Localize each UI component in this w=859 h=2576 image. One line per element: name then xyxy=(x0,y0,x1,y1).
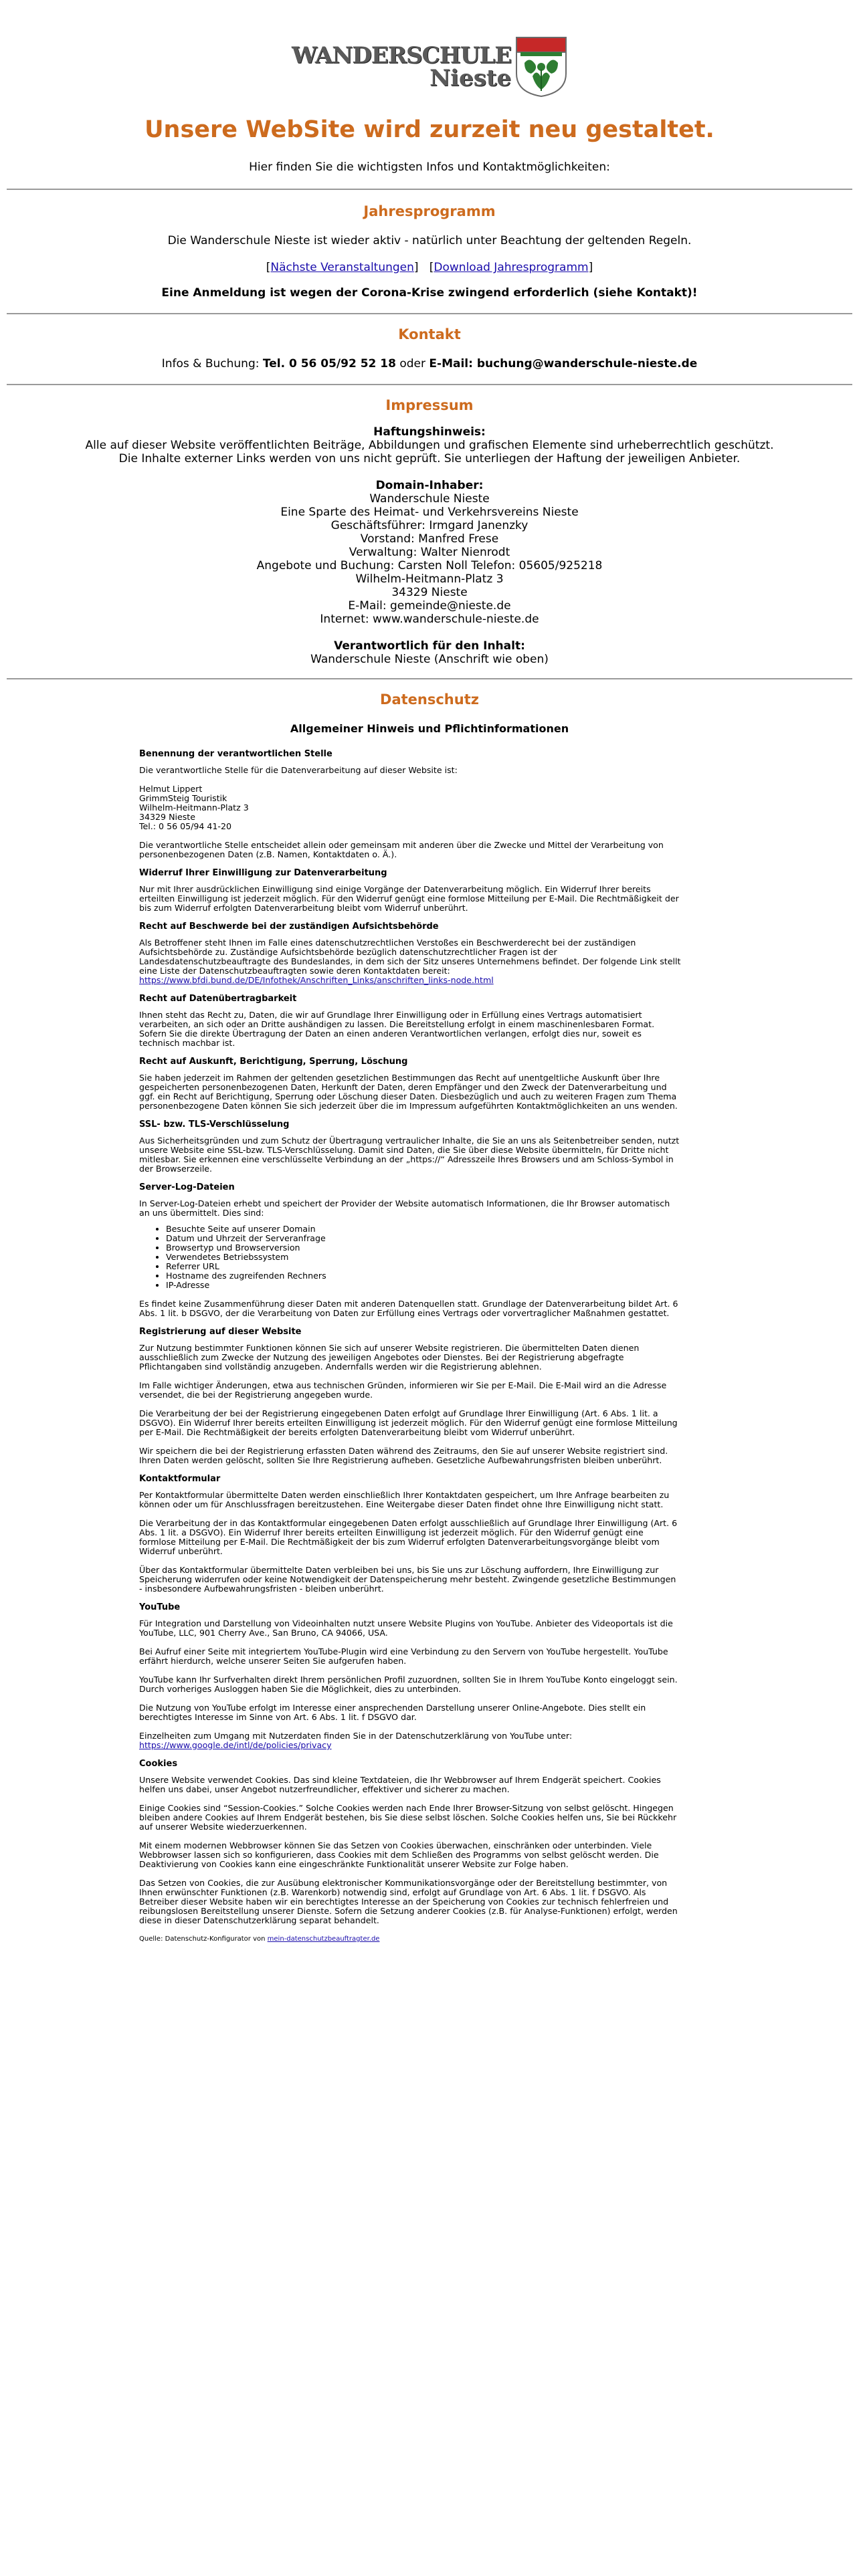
paragraph: Per Kontaktformular übermittelte Daten werden einschließlich Ihrer Kontaktdaten gespeichert, um Ihre Anfrage bearbeiten zu können oder um für Anschlussfragen bereitzustehen. Eine Weitergabe dieser Daten findet ohne Ihre Einwilligung nicht statt. xyxy=(139,1490,670,1509)
heading-beschwerde: Recht auf Beschwerde bei der zuständigen Aufsichtsbehörde xyxy=(139,922,439,932)
list-item: • Datum und Uhrzeit der Serveranfrage xyxy=(166,1234,681,1243)
link-youtube-privacy[interactable]: https://www.google.de/intl/de/policies/privacy xyxy=(139,1740,332,1750)
section-title-jahresprogramm: Jahresprogramm xyxy=(363,203,496,219)
divider xyxy=(7,313,852,314)
paragraph: Aus Sicherheitsgründen und zum Schutz der Übertragung vertraulicher Inhalte, die Sie an uns als Seitenbetreiber senden, nutzt unsere Website eine SSL-bzw. TLS-Verschlüsselung. Damit sind Daten, die Sie über diese Website übermitteln, für Dritte nicht mitlesbar. Sie erkennen eine verschlüsselte Verbindung an der „https://“ Adresszeile Ihres Browsers und am Schloss-Symbol in der Browserzeile. xyxy=(139,1136,680,1174)
heading-youtube: YouTube xyxy=(139,1602,181,1612)
heading-datenuebertragbarkeit: Recht auf Datenübertragbarkeit xyxy=(139,994,297,1004)
paragraph: Sie haben jederzeit im Rahmen der geltenden gesetzlichen Bestimmungen das Recht auf unentgeltliche Auskunft über Ihre gespeicherten personenbezogenen Daten, Herkunft der Daten, deren Empfänger und den Zweck der Datenverarbeitung und ggf. ein Recht auf Berichtigung, Sperrung oder Löschung dieser Daten. Diesbezüglich und auch zu weiteren Fragen zum Thema personenbezogene Daten können Sie sich jederzeit über die im Impressum aufgeführten Kontaktmöglichkeiten an uns wenden. xyxy=(139,1073,678,1111)
kontakt-line xyxy=(0,357,859,370)
domain-line: E-Mail: gemeinde@nieste.de xyxy=(348,599,511,613)
coat-of-arms-icon xyxy=(515,36,567,98)
haftung-text-1: Alle auf dieser Website veröffentlichten Beiträge, Abbildungen und grafischen Elemente sind urheberrechtlich geschützt. xyxy=(85,439,774,452)
paragraph: Für Integration und Darstellung von Videoinhalten nutzt unsere Website Plugins von YouTube. Anbieter des Videoportals ist die YouTube, LLC, 901 Cherry Ave., San Bruno, CA 94066, USA. xyxy=(139,1618,673,1638)
paragraph: Es findet keine Zusammenführung dieser Daten mit anderen Datenquellen statt. Grundlage der Datenverarbeitung bildet Art. 6 Abs. 1 lit. b DSGVO, der die Verarbeitung von Daten zur Erfüllung eines Vertrags oder vorvertraglicher Maßnahmen gestattet. xyxy=(139,1299,678,1318)
haftung-title: Haftungshinweis: xyxy=(373,425,486,439)
page-headline: Unsere WebSite wird zurzeit neu gestaltet. xyxy=(145,116,714,143)
domain-line: Eine Sparte des Heimat- und Verkehrsvereins Nieste xyxy=(280,506,579,519)
domain-line: Wilhelm-Heitmann-Platz 3 xyxy=(355,572,504,586)
domain-line: 34329 Nieste xyxy=(391,586,468,599)
paragraph: Über das Kontaktformular übermittelte Daten verbleiben bei uns, bis Sie uns zur Löschung auffordern, Ihre Einwilligung zur Speicherung widerrufen oder keine Notwendigkeit der Datenspeicherung mehr besteht. Zwingende gesetzliche Bestimmungen - insbesondere Aufbewahrungsfristen - bleiben unberührt. xyxy=(139,1565,676,1594)
heading-kontaktformular: Kontaktformular xyxy=(139,1474,221,1484)
heading-auskunft: Recht auf Auskunft, Berichtigung, Sperrung, Löschung xyxy=(139,1057,408,1067)
heading-cookies: Cookies xyxy=(139,1759,178,1769)
paragraph: Bei Aufruf einer Seite mit integriertem YouTube-Plugin wird eine Verbindung zu den Servern von YouTube hergestellt. YouTube erfährt hierdurch, welche unserer Seiten Sie aufgerufen haben. xyxy=(139,1646,668,1666)
kontakt-telefon: Tel. 0 56 05/92 52 18 xyxy=(262,357,396,370)
paragraph: In Server-Log-Dateien erhebt und speichert der Provider der Website automatisch Informationen, die Ihr Browser automatisch an uns übermittelt. Dies sind: xyxy=(139,1198,670,1218)
heading-registrierung: Registrierung auf dieser Website xyxy=(139,1327,302,1337)
jahresprogramm-links: [Nächste Veranstaltungen] [Download Jahresprogramm] xyxy=(266,261,593,274)
domain-line: Angebote und Buchung: Carsten Noll Telefon: 05605/925218 xyxy=(256,559,603,572)
list-item: • Referrer URL xyxy=(166,1262,681,1271)
list-item: • Hostname des zugreifenden Rechners xyxy=(166,1271,681,1281)
section-title-kontakt: Kontakt xyxy=(398,326,461,342)
intro-text: Hier finden Sie die wichtigsten Infos und Kontaktmöglichkeiten: xyxy=(249,160,610,174)
domain-line: Verwaltung: Walter Nienrodt xyxy=(349,546,510,559)
logo-wordmark xyxy=(292,44,511,90)
address-line: GrimmSteig Touristik xyxy=(139,793,227,803)
kontakt-prefix: Infos & Buchung: xyxy=(161,357,263,370)
address-block xyxy=(139,784,681,831)
paragraph: Unsere Website verwendet Cookies. Das sind kleine Textdateien, die Ihr Webbrowser auf Ihrem Endgerät speichert. Cookies helfen uns dabei, unser Angebot nutzerfreundlicher, effektiver und sicherer zu machen. xyxy=(139,1775,661,1794)
list-item: • Verwendetes Betriebssystem xyxy=(166,1253,681,1262)
heading-verantwortliche-stelle: Benennung der verantwortlichen Stelle xyxy=(139,749,332,759)
corona-notice: Eine Anmeldung ist wegen der Corona-Krise zwingend erforderlich (siehe Kontakt)! xyxy=(161,286,698,300)
jahresprogramm-text: Die Wanderschule Nieste ist wieder aktiv - natürlich unter Beachtung der geltenden Regeln. xyxy=(167,234,692,247)
address-line: Tel.: 0 56 05/94 41-20 xyxy=(139,821,231,831)
heading-widerruf: Widerruf Ihrer Einwilligung zur Datenverarbeitung xyxy=(139,868,387,878)
list-item: • Besuchte Seite auf unserer Domain xyxy=(166,1224,681,1234)
source-prefix: Quelle: Datenschutz-Konfigurator von xyxy=(139,1935,268,1943)
domain-line: Geschäftsführer: Irmgard Janenzky xyxy=(330,519,529,532)
verantwortlich-title: Verantwortlich für den Inhalt: xyxy=(334,639,525,653)
section-title-impressum: Impressum xyxy=(385,397,474,413)
domain-title: Domain-Inhaber: xyxy=(375,479,484,492)
link-bfdi[interactable]: https://www.bfdi.bund.de/DE/Infothek/Anschriften_Links/anschriften_links-node.html xyxy=(139,975,494,985)
domain-line: Internet: www.wanderschule-nieste.de xyxy=(320,613,539,626)
impressum-block xyxy=(0,425,859,666)
logo[interactable] xyxy=(0,0,859,100)
paragraph: Die Nutzung von YouTube erfolgt im Interesse einer ansprechenden Darstellung unserer Online-Angebote. Dies stellt ein berechtigtes Interesse im Sinne von Art. 6 Abs. 1 lit. f DSGVO dar. xyxy=(139,1703,646,1722)
paragraph: Mit einem modernen Webbrowser können Sie das Setzen von Cookies überwachen, einschränken oder unterbinden. Viele Webbrowser lassen sich so konfigurieren, dass Cookies mit dem Schließen des Programms von selbst gelöscht werden. Die Deaktivierung von Cookies kann eine eingeschränkte Funktionalität unserer Website zur Folge haben. xyxy=(139,1840,659,1869)
address-line: Wilhelm-Heitmann-Platz 3 xyxy=(139,802,249,813)
kontakt-oder: oder xyxy=(395,357,430,370)
paragraph: Als Betroffener steht Ihnen im Falle eines datenschutzrechtlichen Verstoßes ein Beschwerderecht bei der zuständigen Aufsichtsbehörde zu. Zuständige Aufsichtsbehörde bezüglich datenschutzrechtlicher Fragen ist der Landesdatenschutzbeauftragte des Bundeslandes, in dem sich der Sitz unseres Unternehmens befindet. Der folgende Link stellt eine Liste der Datenschutzbeauftragten sowie deren Kontaktdaten bereit: xyxy=(139,938,681,976)
paragraph: Die verantwortliche Stelle für die Datenverarbeitung auf dieser Website ist: xyxy=(139,765,458,775)
paragraph: Im Falle wichtiger Änderungen, etwa aus technischen Gründen, informieren wir Sie per E-Mail. Die E-Mail wird an die Adresse versendet, die bei der Registrierung angegeben wurde. xyxy=(139,1380,667,1400)
heading-server-logs: Server-Log-Dateien xyxy=(139,1182,235,1192)
verantwortlich-text: Wanderschule Nieste (Anschrift wie oben) xyxy=(310,653,549,666)
paragraph: Wir speichern die bei der Registrierung erfassten Daten während des Zeitraums, den Sie auf unserer Website registriert sind. Ihren Daten werden gelöscht, sollten Sie Ihre Registrierung aufheben. Gesetzliche Aufbewahrungsfristen bleiben unberührt. xyxy=(139,1446,668,1465)
paragraph: Ihnen steht das Recht zu, Daten, die wir auf Grundlage Ihrer Einwilligung oder in Erfüllung eines Vertrags automatisiert verarbeiten, an sich oder an Dritte aushändigen zu lassen. Die Bereitstellung erfolgt in einem maschinenlesbaren Format. Sofern Sie die direkte Übertragung der Daten an einen anderen Verantwortlichen verlangen, erfolgt dies nur, soweit es technisch machbar ist. xyxy=(139,1010,655,1048)
link-source[interactable]: mein-datenschutzbeauftragter.de xyxy=(267,1935,380,1943)
kontakt-email: E-Mail: buchung@wanderschule-nieste.de xyxy=(429,357,698,370)
section-title-datenschutz: Datenschutz xyxy=(380,691,479,708)
link-download-jahresprogramm[interactable]: Download Jahresprogramm xyxy=(434,261,589,274)
domain-line: Vorstand: Manfred Frese xyxy=(360,532,499,546)
paragraph: Zur Nutzung bestimmter Funktionen können Sie sich auf unserer Website registrieren. Die übermittelten Daten dienen ausschließlich zum Zwecke der Nutzung des jeweiligen Angebotes oder Dienstes. Bei der Registrierung abgefragte Pflichtangaben sind vollständig anzugeben. Andernfalls werden wir die Registrierung ablehnen. xyxy=(139,1343,640,1372)
source-note xyxy=(139,1935,681,1944)
address-line: Helmut Lippert xyxy=(139,784,203,794)
paragraph: Nur mit Ihrer ausdrücklichen Einwilligung sind einige Vorgänge der Datenverarbeitung möglich. Ein Widerruf Ihrer bereits erteilten Einwilligung ist jederzeit möglich. Für den Widerruf genügt eine formlose Mitteilung per E-Mail. Die Rechtmäßigkeit der bis zum Widerruf erfolgten Datenverarbeitung bleibt vom Widerruf unberührt. xyxy=(139,884,679,913)
logo-line-1: WANDERSCHULE xyxy=(291,42,512,69)
paragraph: Einzelheiten zum Umgang mit Nutzerdaten finden Sie in der Datenschutzerklärung von YouTube unter: xyxy=(139,1731,573,1741)
divider xyxy=(7,384,852,385)
heading-ssl: SSL- bzw. TLS-Verschlüsselung xyxy=(139,1119,290,1130)
paragraph: Die Verarbeitung der in das Kontaktformular eingegebenen Daten erfolgt ausschließlich auf Grundlage Ihrer Einwilligung (Art. 6 Abs. 1 lit. a DSGVO). Ein Widerruf Ihrer bereits erteilten Einwilligung ist jederzeit möglich. Für den Widerruf genügt eine formlose Mitteilung per E-Mail. Die Rechtmäßigkeit der bis zum Widerruf erfolgten Datenverarbeitungsvorgänge bleibt vom Widerruf unberührt. xyxy=(139,1518,678,1556)
domain-line: Wanderschule Nieste xyxy=(369,492,490,506)
log-list xyxy=(139,1224,681,1290)
paragraph: Das Setzen von Cookies, die zur Ausübung elektronischer Kommunikationsvorgänge oder der Bereitstellung bestimmter, von Ihnen erwünschter Funktionen (z.B. Warenkorb) notwendig sind, erfolgt auf Grundlage von Art. 6 Abs. 1 lit. f DSGVO. Als Betreiber dieser Website haben wir ein berechtigtes Interesse an der Speicherung von Cookies zur technisch fehlerfreien und reibungslosen Bereitstellung unserer Dienste. Sofern die Setzung anderer Cookies (z.B. für Analyse-Funktionen) erfolgt, werden diese in dieser Datenschutzerklärung separat behandelt. xyxy=(139,1878,678,1925)
paragraph: Die Verarbeitung der bei der Registrierung eingegebenen Daten erfolgt auf Grundlage Ihrer Einwilligung (Art. 6 Abs. 1 lit. a DSGVO). Ein Widerruf Ihrer bereits erteilten Einwilligung ist jederzeit möglich. Für den Widerruf genügt eine formlose Mitteilung per E-Mail. Die Rechtmäßigkeit der bereits erfolgten Datenverarbeitung bleibt vom Widerruf unberührt. xyxy=(139,1408,678,1437)
paragraph: YouTube kann Ihr Surfverhalten direkt Ihrem persönlichen Profil zuzuordnen, sollten Sie in Ihrem YouTube Konto eingeloggt sein. Durch vorheriges Ausloggen haben Sie die Möglichkeit, dies zu unterbinden. xyxy=(139,1675,678,1694)
datenschutz-subtitle: Allgemeiner Hinweis und Pflichtinformationen xyxy=(290,722,569,735)
address-line: 34329 Nieste xyxy=(139,812,195,822)
link-naechste-veranstaltungen[interactable]: Nächste Veranstaltungen xyxy=(270,261,414,274)
list-item: • Browsertyp und Browserversion xyxy=(166,1243,681,1253)
paragraph: Die verantwortliche Stelle entscheidet allein oder gemeinsam mit anderen über die Zwecke und Mittel der Verarbeitung von personenbezogenen Daten (z.B. Namen, Kontaktdaten o. Ä.). xyxy=(139,840,664,859)
paragraph: Einige Cookies sind “Session-Cookies.” Solche Cookies werden nach Ende Ihrer Browser-Sitzung von selbst gelöscht. Hingegen bleiben andere Cookies auf Ihrem Endgerät bestehen, bis Sie diese selbst löschen. Solche Cookies helfen uns, Sie bei Rückkehr auf unserer Website wiederzuerkennen. xyxy=(139,1803,677,1832)
divider xyxy=(7,678,852,679)
list-item: • IP-Adresse xyxy=(166,1281,681,1290)
logo-line-2: Nieste xyxy=(430,65,512,92)
haftung-text-2: Die Inhalte externer Links werden von uns nicht geprüft. Sie unterliegen der Haftung der jeweiligen Anbieter. xyxy=(118,452,741,465)
datenschutz-body xyxy=(139,750,681,1944)
divider xyxy=(7,189,852,190)
